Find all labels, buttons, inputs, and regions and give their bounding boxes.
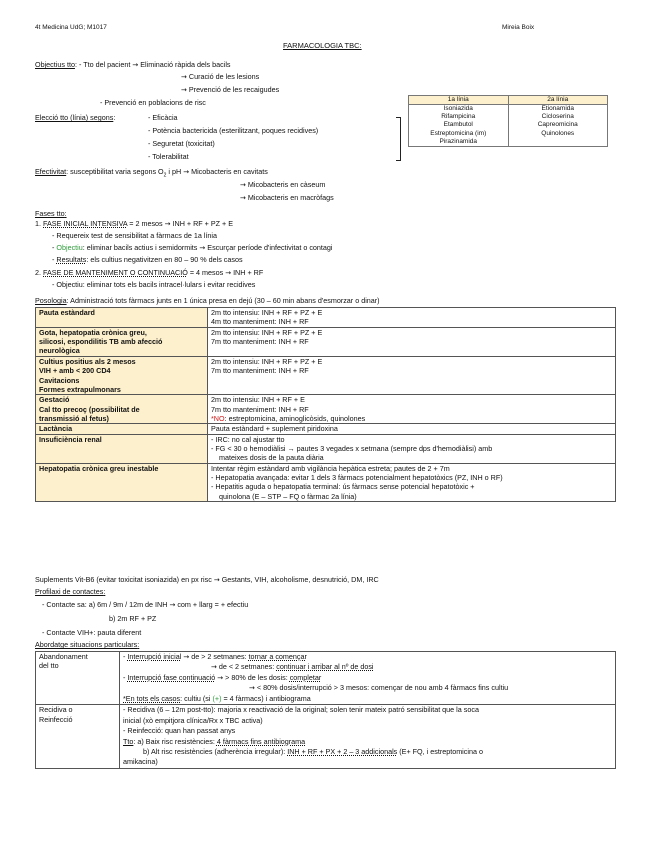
table-row: Lactància Pauta estàndard + suplement piridoxina — [36, 424, 616, 434]
profilaxi-line: - Contacte sa: a) 6m / 9m / 12m de INH → com + llarg = + efectiu — [42, 600, 249, 609]
header-author: Mireia Boix — [502, 24, 535, 31]
arrow-icon: → — [240, 194, 246, 202]
fases-label: Fases tto: — [35, 209, 67, 218]
arrow-icon: → — [181, 73, 187, 81]
arrow-icon: → — [183, 653, 190, 661]
eleccio-line: Elecció tto (línia) segons: — [35, 113, 116, 122]
efectivitat-item: → Micobacteris en macròfags — [240, 193, 334, 202]
table-row: Pauta estàndard 2m tto intensiu: INH + RF + PZ + E 4m tto manteniment: INH + RF — [36, 308, 616, 328]
fase-manteniment-objectiu: - Objectiu: eliminar tots els bacils intracel·lulars i evitar recidives — [52, 280, 256, 289]
abordatge-label: Abordatge situacions particulars: — [35, 640, 140, 649]
arrow-icon: → — [225, 269, 232, 277]
table-row: Hepatopatia crònica greu inestable Intentar règim estàndard amb vigilància hepàtica estreta; pautes de 2 + 7m - Hepatopatia avançada: evitar 1 dels 3 fàrmacs potencialment hepatotòxics (PZ, INH o RF) - Hepatitis aguda o hepatopatia terminal: ús fàrmacs sense potencial hepatotòxic + quinolona (E – STP – FQ o fàrmac 2a línia) — [36, 463, 616, 501]
fase-manteniment: 2. FASE DE MANTENIMENT O CONTINUACIÓ = 4 mesos → INH + RF — [35, 268, 264, 277]
arrow-icon: → — [132, 61, 139, 69]
arrow-icon: → — [169, 601, 176, 609]
fase-inicial: 1. FASE INICIAL INTENSIVA = 2 mesos → INH + RF + PZ + E — [35, 219, 234, 228]
page-title: FARMACOLOGIA TBC: — [283, 41, 362, 50]
arrow-icon: → — [183, 168, 190, 176]
fase-inicial-objectiu: - Objectiu: eliminar bacils actius i semidormits → Escurçar període d'infectivitat o contagi — [52, 243, 333, 252]
profilaxi-line: b) 2m RF + PZ — [109, 614, 157, 623]
linies-header-row — [409, 96, 608, 105]
linies-header: 1a línia — [409, 96, 509, 105]
table-row: Abandonament del tto - Interrupció inicial → de > 2 setmanes: tornar a començar → de < 2 setmanes: continuar i arribar al nº de dosi - Interrupció fase continuació → > 80% de les dosis: completar → < 80% dosis/interrupció > 3 mesos: començar de nou amb 4 fàrmacs fins cultiu *En tots els casos: cultiu (si (+) = 4 fàrmacs) i antibiograma — [36, 652, 616, 705]
efectivitat-line: Efectivitat: susceptibilitat varia segons $O_2$ i pH → Micobacteris en cavitats — [35, 167, 268, 179]
linies-header: 2a línia — [508, 96, 608, 105]
arrow-icon: → — [213, 576, 220, 584]
table-row: Insuficiència renal - IRC: no cal ajustar tto - FG < 30 o hemodiàlisi → pautes 3 vegades x setmana (sempre dps d'hemodiàlisi) amb mateixes dosis de la pauta diària — [36, 434, 616, 463]
suplements-line: Suplements Vit-B6 (evitar toxicitat isoniazida) en px risc → Gestants, VIH, alcoholisme, desnutrició, DM, IRC — [35, 575, 379, 584]
arrow-icon: → — [240, 181, 246, 189]
profilaxi-label: Profilaxi de contactes: — [35, 587, 106, 596]
table-row: Estreptomicina (im) Quinolones — [409, 130, 608, 138]
efectivitat-item: → Micobacteris en càseum — [240, 180, 326, 189]
table-row: Gota, hepatopatia crònica greu, silicosi, espondilitis TB amb afecció neurològica 2m tto intensiu: INH + RF + PZ + E 7m tto manteniment: INH + RF — [36, 327, 616, 356]
objectius-prevencio: - Prevenció en poblacions de risc — [100, 98, 206, 107]
eleccio-item: - Seguretat (toxicitat) — [148, 139, 215, 148]
eleccio-item: - Eficàcia — [148, 113, 178, 122]
table-row: Pirazinamida — [409, 138, 608, 147]
abordatge-table — [35, 651, 616, 769]
arrow-icon: → — [249, 684, 255, 693]
table-row: Recidiva o Reinfecció - Recidiva (6 – 12m post-tto): majoria x reactivació de la original; solen tenir mateix patró sensibilitat que la soca inicial (xò empitjora clínica/Rx x TBC activa) - Reinfecció: quan han passat anys Tto: a) Baix risc resistències: 4 fàrmacs fins antibiograma b) Alt risc resistències (adherència irregular): INH + RF + PX + 2 – 3 addicionals (E+ FQ, i estreptomicina o amikacina) — [36, 705, 616, 769]
arrow-icon: → — [211, 663, 217, 672]
profilaxi-line: - Contacte VIH+: pauta diferent — [42, 628, 142, 637]
brace — [396, 117, 401, 161]
objectius-item: → Curació de les lesions — [181, 72, 260, 81]
table-row: Gestació Cal tto precoç (possibilitat de transmissió al fetus) 2m tto intensiu: INH + RF + E 7m tto manteniment: INH + RF *NO: estreptomicina, aminoglicòsids, quinolones — [36, 395, 616, 424]
linies-table — [408, 95, 608, 147]
objectius-line: Objectius tto: - Tto del pacient → Eliminació ràpida dels bacils — [35, 60, 231, 69]
eleccio-item: - Tolerabilitat — [148, 152, 189, 161]
fase-inicial-req: - Requereix test de sensibilitat a fàrmacs de 1a línia — [52, 231, 217, 240]
table-row: Cultius positius als 2 mesos VIH + amb < 200 CD4 Cavitacions Formes extrapulmonars 2m tto intensiu: INH + RF + PZ + E 7m tto manteniment: INH + RF — [36, 356, 616, 394]
fase-inicial-resultats: - Resultats: els cultius negativitzen en 80 – 90 % dels casos — [52, 255, 243, 264]
posologia-table — [35, 307, 616, 502]
arrow-icon: → — [217, 673, 224, 682]
header-course: 4t Medicina UdG; M1017 — [35, 24, 107, 31]
posologia-line: Posologia: Administració tots fàrmacs junts en 1 única presa en dejú (30 – 60 min abans d'esmorzar o dinar) — [35, 296, 380, 305]
objectius-item: → Prevenció de les recaigudes — [181, 85, 280, 94]
table-row: Etambutol Capreomicina — [409, 121, 608, 129]
arrow-icon: → — [164, 220, 171, 228]
arrow-icon: → — [199, 244, 206, 252]
table-row: Rifampicina Cicloserina — [409, 113, 608, 121]
arrow-icon: → — [181, 86, 187, 94]
eleccio-item: - Potència bactericida (esterilitzant, poques recidives) — [148, 126, 319, 135]
objectius-label: Objectius tto — [35, 60, 75, 69]
table-row: Isoniazida Etionamida — [409, 105, 608, 114]
